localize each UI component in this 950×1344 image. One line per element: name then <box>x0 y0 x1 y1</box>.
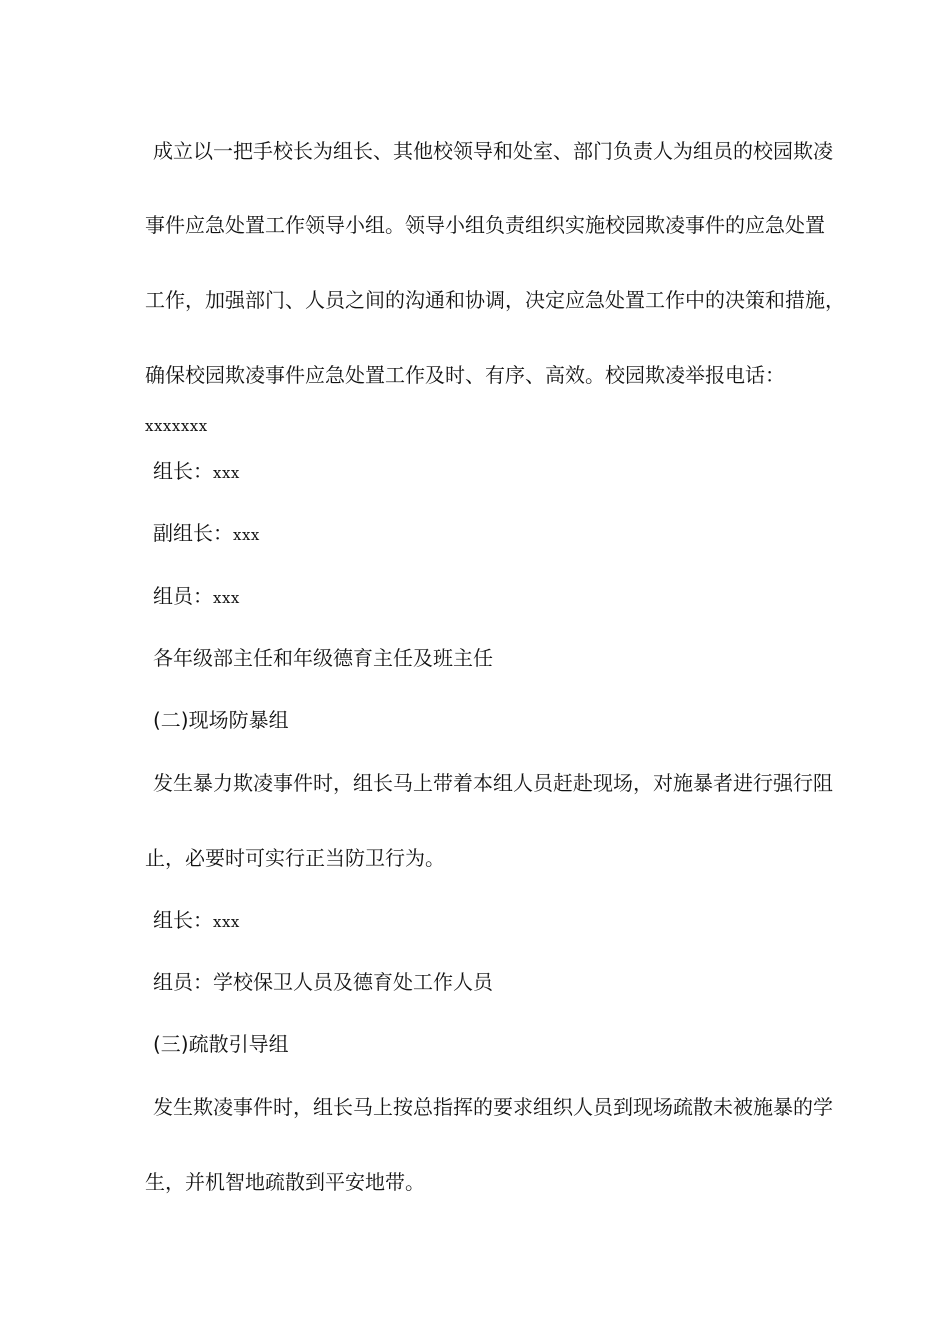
group-member-line <box>153 584 240 610</box>
anti-violence-leader-line <box>153 908 240 934</box>
group-member-label: 组员： <box>153 584 213 608</box>
group-member-value: xxx <box>213 589 240 607</box>
paragraph-line: 确保校园欺凌事件应急处置工作及时、有序、高效。校园欺凌举报电话： <box>145 363 785 387</box>
group-leader-line <box>153 459 240 485</box>
group-member-extra: 各年级部主任和年级德育主任及班主任 <box>153 646 493 670</box>
paragraph-line: 成立以一把手校长为组长、其他校领导和处室、部门负责人为组员的校园欺凌 <box>153 139 833 163</box>
paragraph-line: 事件应急处置工作领导小组。领导小组负责组织实施校园欺凌事件的应急处置 <box>145 213 825 237</box>
anti-violence-leader-label: 组长： <box>153 908 213 932</box>
deputy-leader-label: 副组长： <box>153 521 233 545</box>
section-heading-anti-violence: (二)现场防暴组 <box>153 708 289 732</box>
section-heading-evacuation: (三)疏散引导组 <box>153 1032 289 1056</box>
report-phone-number: xxxxxxx <box>145 417 208 435</box>
paragraph-line: 生，并机智地疏散到平安地带。 <box>145 1170 425 1194</box>
deputy-leader-value: xxx <box>233 526 260 544</box>
paragraph-line: 发生欺凌事件时，组长马上按总指挥的要求组织人员到现场疏散未被施暴的学 <box>153 1095 833 1119</box>
paragraph-line: 止，必要时可实行正当防卫行为。 <box>145 846 445 870</box>
anti-violence-leader-value: xxx <box>213 913 240 931</box>
paragraph-line: 工作，加强部门、人员之间的沟通和协调，决定应急处置工作中的决策和措施， <box>145 288 845 312</box>
anti-violence-member-line: 组员：学校保卫人员及德育处工作人员 <box>153 970 493 994</box>
deputy-leader-line <box>153 521 260 547</box>
group-leader-value: xxx <box>213 464 240 482</box>
group-leader-label: 组长： <box>153 459 213 483</box>
paragraph-line: 发生暴力欺凌事件时，组长马上带着本组人员赶赴现场，对施暴者进行强行阻 <box>153 771 833 795</box>
